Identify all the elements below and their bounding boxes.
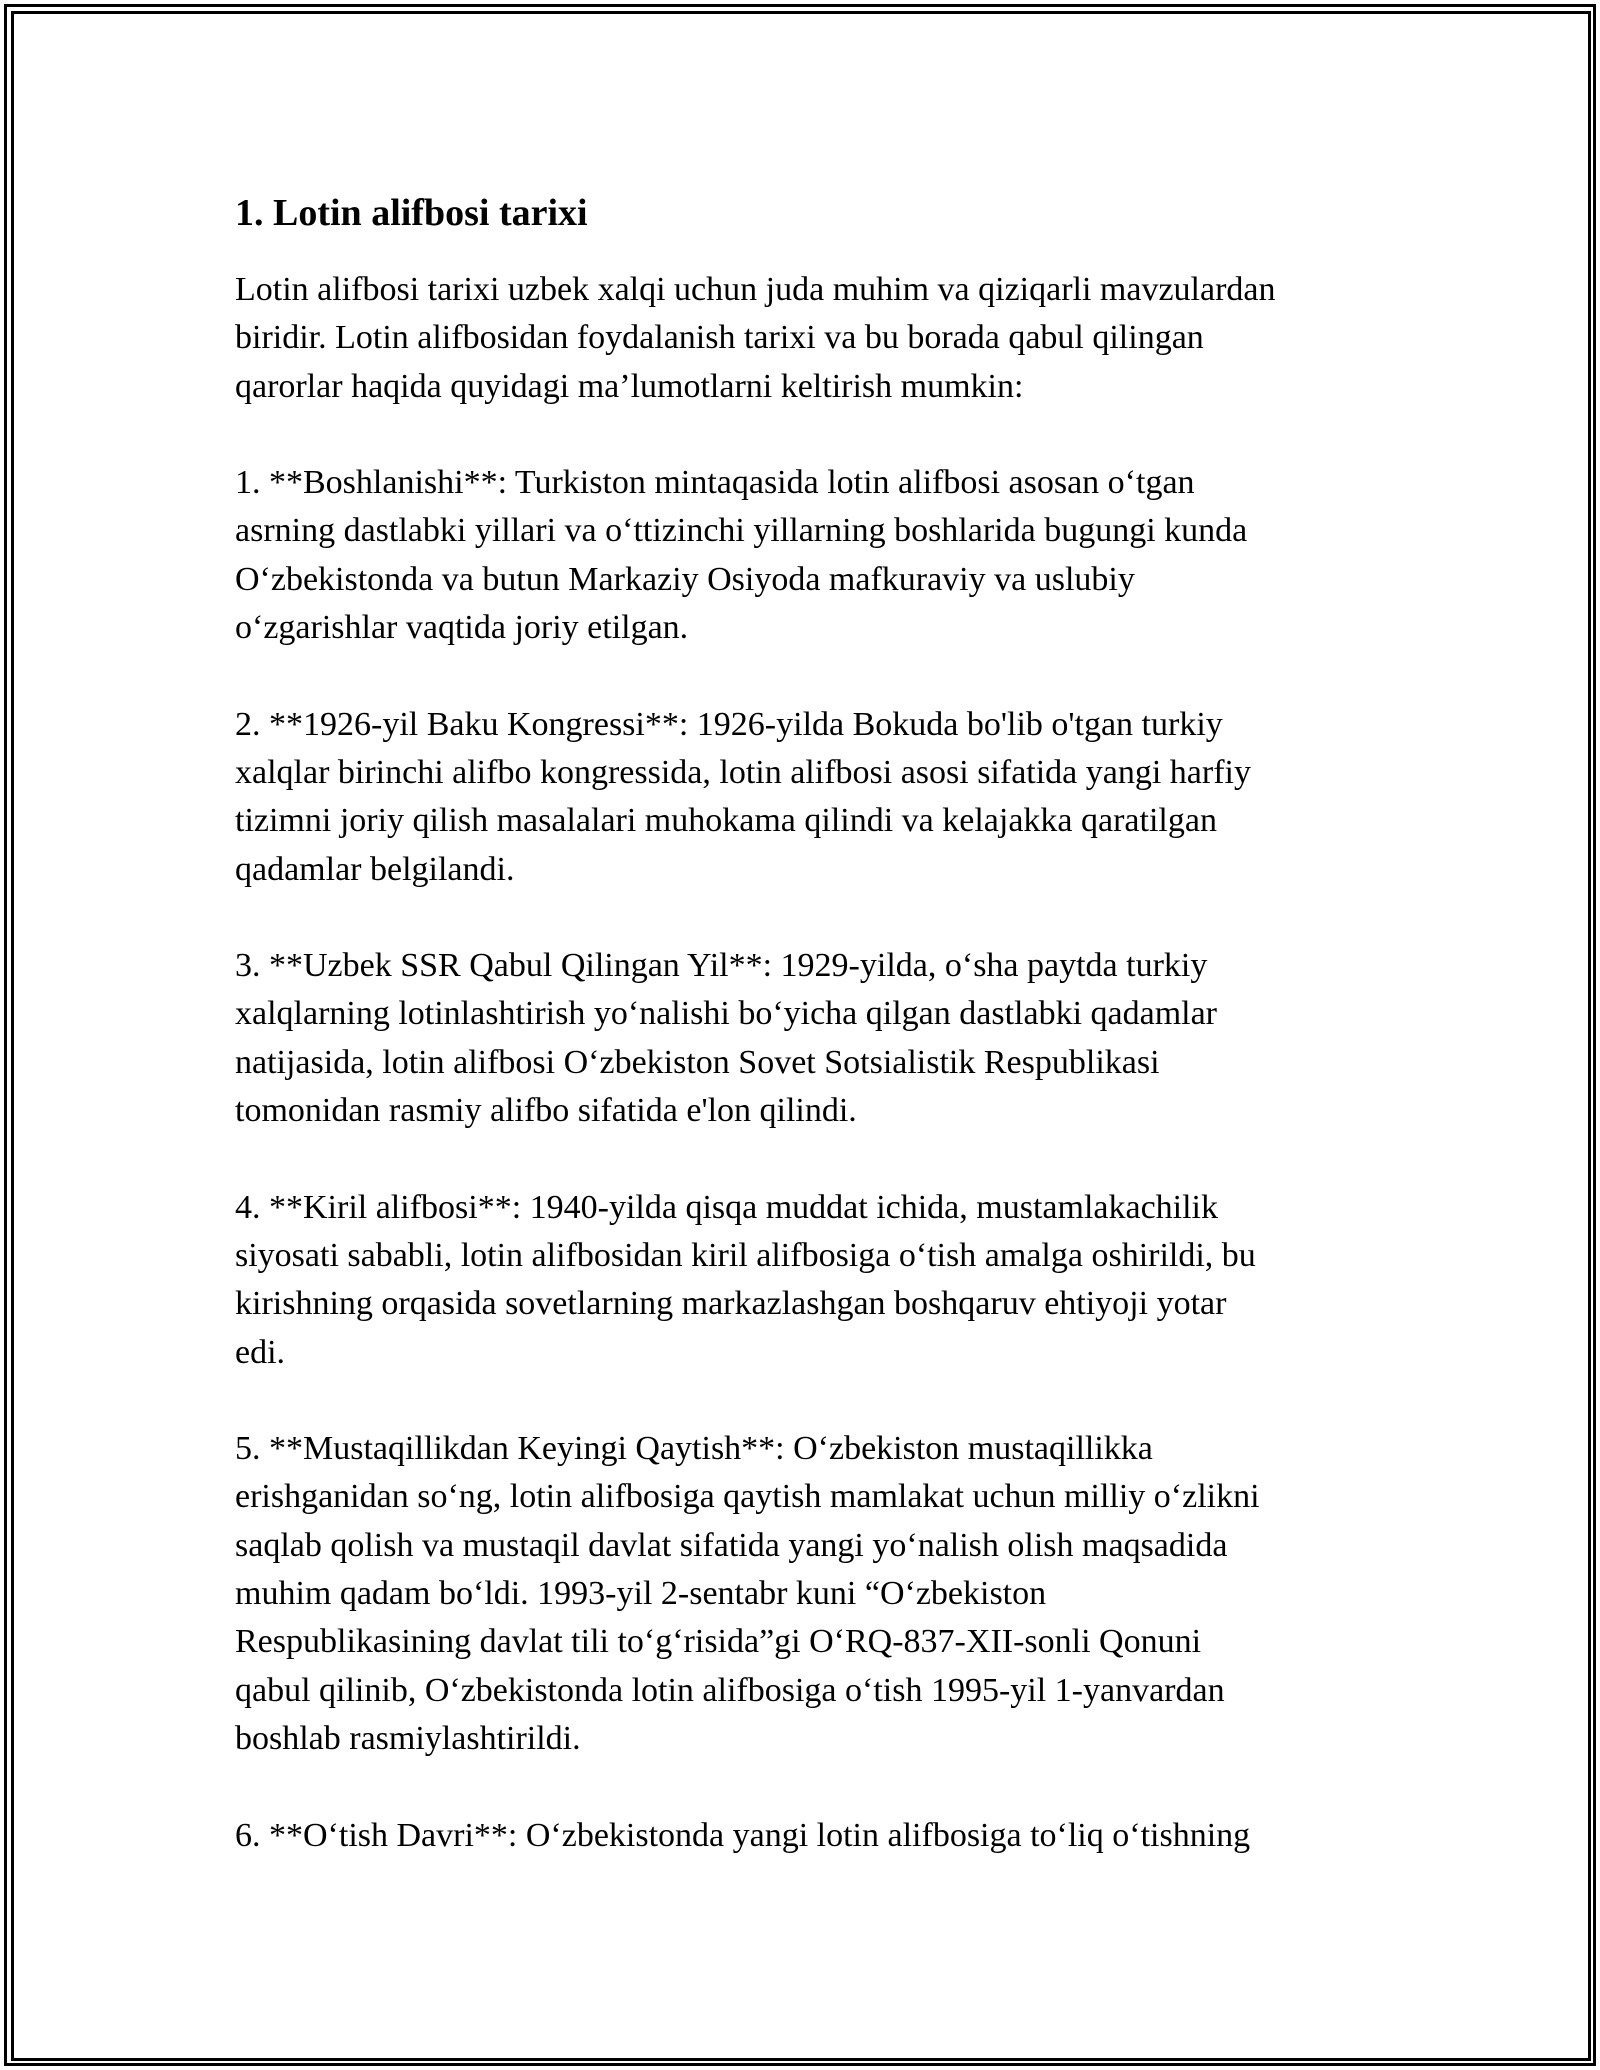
list-item-otish-davri: 6. **O‘tish Davri**: O‘zbekistonda yangi lotin alifbosiga to‘liq o‘tishning bbox=[235, 1816, 1251, 1854]
intro-paragraph: Lotin alifbosi tarixi uzbek xalqi uchun juda muhim va qiziqarli mavzulardan biridir. Lotin alifbosidan foydalanish tarixi va bu borada qabul qilingan qarorlar haqida quyidagi ma’lumotlarni keltirish mumkin: bbox=[235, 271, 1276, 405]
list-item-baku-kongressi: 2. **1926-yil Baku Kongressi**: 1926-yilda Bokuda bo'lib o'tgan turkiy xalqlar birinchi alifbo kongressida, lotin alifbosi asosi sifatida yangi harfiy tizimni joriy qilish masalalari muhokama qilindi va kelajakka qaratilgan qadamlar belgilandi. bbox=[235, 705, 1251, 888]
list-item-boshlanishi: 1. **Boshlanishi**: Turkiston mintaqasida lotin alifbosi asosan o‘tgan asrning dastlabki yillari va o‘ttizinchi yillarning boshlarida bugungi kunda O‘zbekistonda va butun Markaziy Osiyoda mafkuraviy va uslubiy o‘zgarishlar vaqtida joriy etilgan. bbox=[235, 464, 1248, 647]
section-heading: 1. Lotin alifbosi tarixi bbox=[235, 192, 588, 234]
list-item-uzbek-ssr: 3. **Uzbek SSR Qabul Qilingan Yil**: 1929-yilda, o‘sha paytda turkiy xalqlarning lotinlashtirish yo‘nalishi bo‘yicha qilgan dastlabki qadamlar natijasida, lotin alifbosi O‘zbekiston Sovet Sotsialistik Respublikasi tomonidan rasmiy alifbo sifatida e'lon qilindi. bbox=[235, 947, 1217, 1130]
document-body bbox=[235, 186, 1395, 1908]
list-item-mustaqillik: 5. **Mustaqillikdan Keyingi Qaytish**: O‘zbekiston mustaqillikka erishganidan so‘ng, lotin alifbosiga qaytish mamlakat uchun milliy o‘zlikni saqlab qolish va mustaqil davlat sifatida yangi yo‘nalish olish maqsadida muhim qadam bo‘ldi. 1993-yil 2-sentabr kuni “O‘zbekiston Respublikasining davlat tili to‘g‘risida”gi O‘RQ-837-XII-sonli Qonuni qabul qilinib, O‘zbekistonda lotin alifbosiga o‘tish 1995-yil 1-yanvardan boshlab rasmiylashtirildi. bbox=[235, 1430, 1260, 1757]
list-item-kiril-alifbosi: 4. **Kiril alifbosi**: 1940-yilda qisqa muddat ichida, mustamlakachilik siyosati sababli, lotin alifbosidan kiril alifbosiga o‘tish amalga oshirildi, bu kirishning orqasida sovetlarning markazlashgan boshqaruv ehtiyoji yotar edi. bbox=[235, 1188, 1256, 1371]
